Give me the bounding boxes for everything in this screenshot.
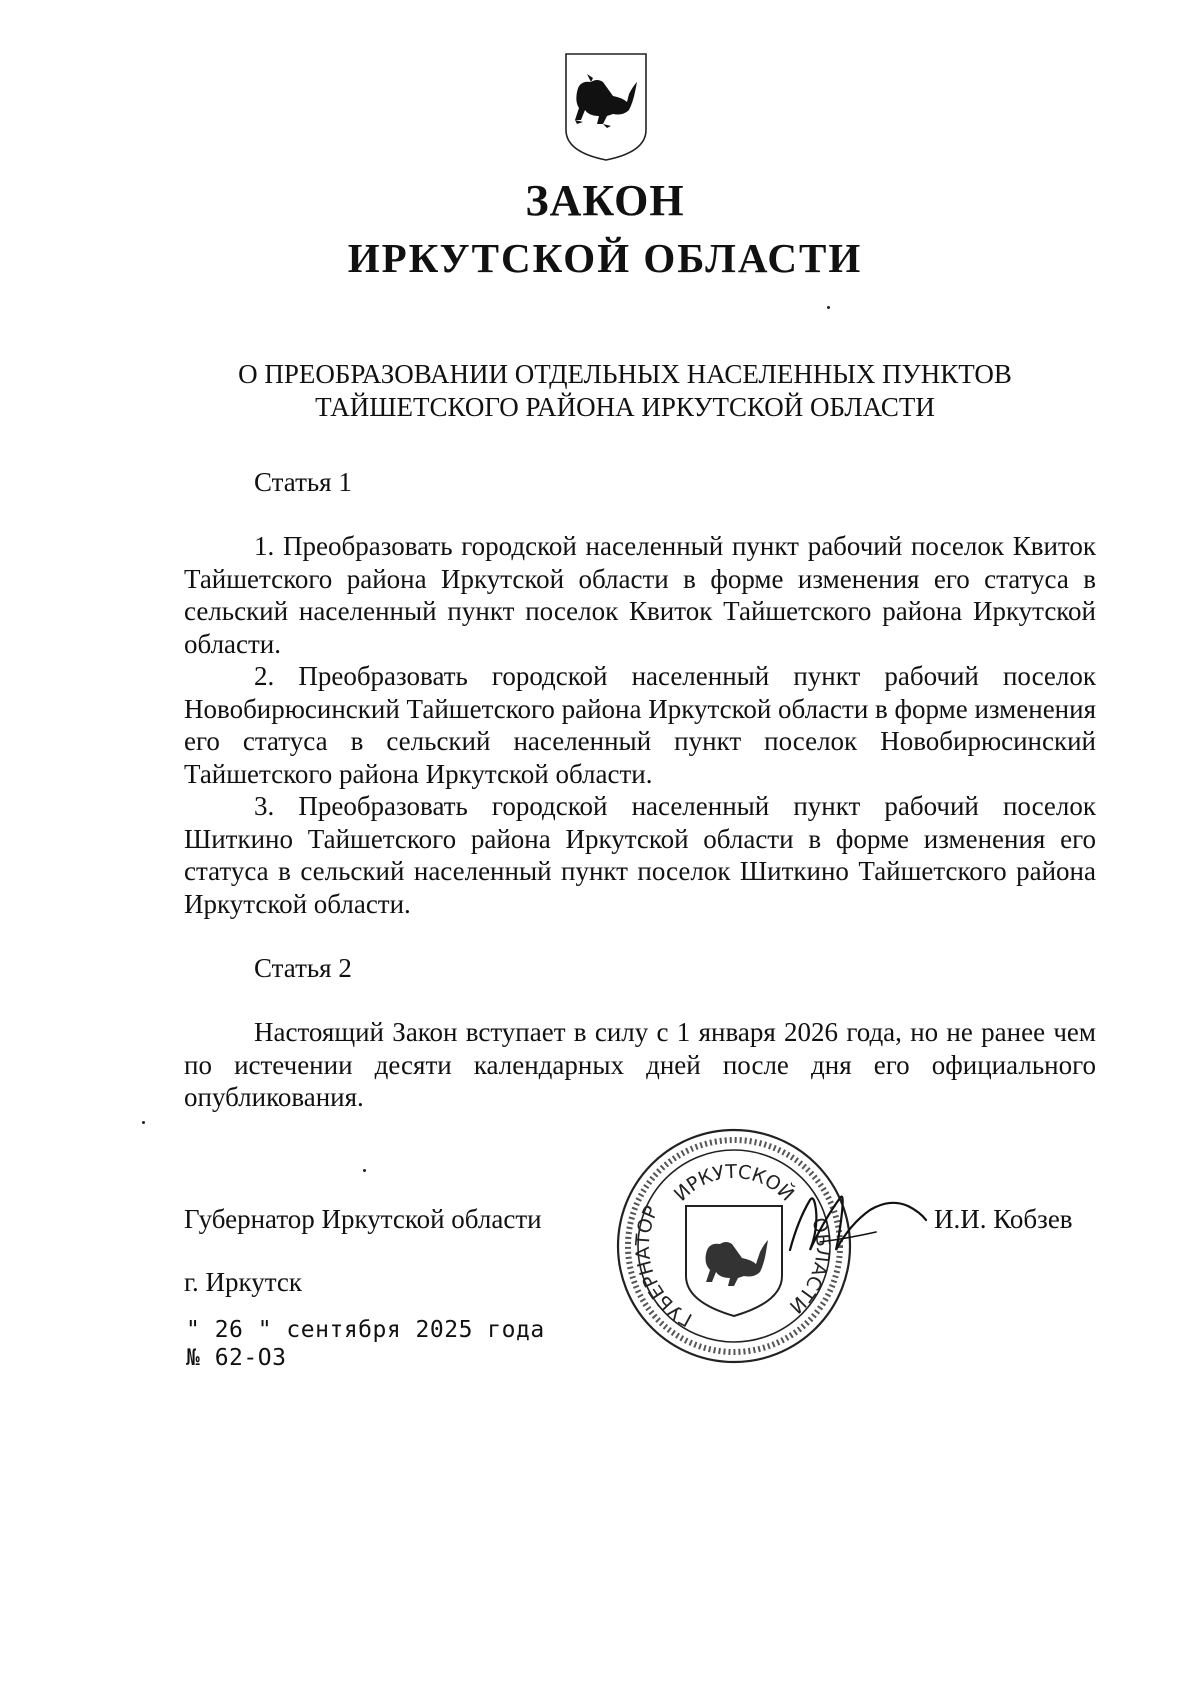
seal-text-right: ОБЛАСТИ <box>784 1215 834 1318</box>
scan-speck <box>142 1121 145 1124</box>
scan-speck <box>363 1169 366 1172</box>
document-title: ЗАКОН <box>525 176 685 225</box>
signer-name: И.И. Кобзев <box>934 1204 1073 1234</box>
seal-text-top: ИРКУТСКОЙ <box>669 1160 799 1206</box>
place-of-signing: г. Иркутск <box>184 1267 302 1297</box>
article-2-text: Настоящий Закон вступает в силу с 1 января 2026 года, но не ранее чем по истечении десяти календарных дней после дня его официального опубликования. <box>184 1017 1096 1112</box>
seal-text-left: ГУБЕРНАТОР <box>631 1202 696 1331</box>
article-1-heading: Статья 1 <box>254 467 352 497</box>
article-1-item-3: 3. Преобразовать городской населенный пункт рабочий поселок Шиткино Тайшетского района Иркутской области в форме изменения его статуса в сельский населенный пункт поселок Шиткино Тайшетского района Иркутской области. <box>184 791 1096 919</box>
governor-label: Губернатор Иркутской области <box>184 1204 542 1234</box>
coat-of-arms-icon <box>563 52 649 162</box>
article-1-item-1: 1. Преобразовать городской населенный пункт рабочий поселок Квиток Тайшетского района Иркутской области в форме изменения его статуса в сельский населенный пункт поселок Квиток Тайшетского района Иркутской области. <box>184 531 1096 659</box>
handwritten-signature <box>780 1180 930 1270</box>
law-name <box>190 358 1060 424</box>
law-name-line-1: О ПРЕОБРАЗОВАНИИ ОТДЕЛЬНЫХ НАСЕЛЕННЫХ ПУНКТОВ <box>238 359 1012 389</box>
law-name-line-2: ТАЙШЕТСКОГО РАЙОНА ИРКУТСКОЙ ОБЛАСТИ <box>315 392 935 422</box>
law-number: № 62-ОЗ <box>186 1345 287 1371</box>
article-1-item-2: 2. Преобразовать городской населенный пункт рабочий поселок Новобирюсинский Тайшетского района Иркутской области в форме изменения его статуса в сельский населенный пункт поселок Новобирюсинский Тайшетского района Иркутской области. <box>184 661 1096 789</box>
article-2-heading: Статья 2 <box>254 953 352 983</box>
law-date: " 26 " сентября 2025 года <box>186 1317 545 1343</box>
document-subtitle: ИРКУТСКОЙ ОБЛАСТИ <box>347 235 863 281</box>
scan-speck <box>827 306 830 309</box>
